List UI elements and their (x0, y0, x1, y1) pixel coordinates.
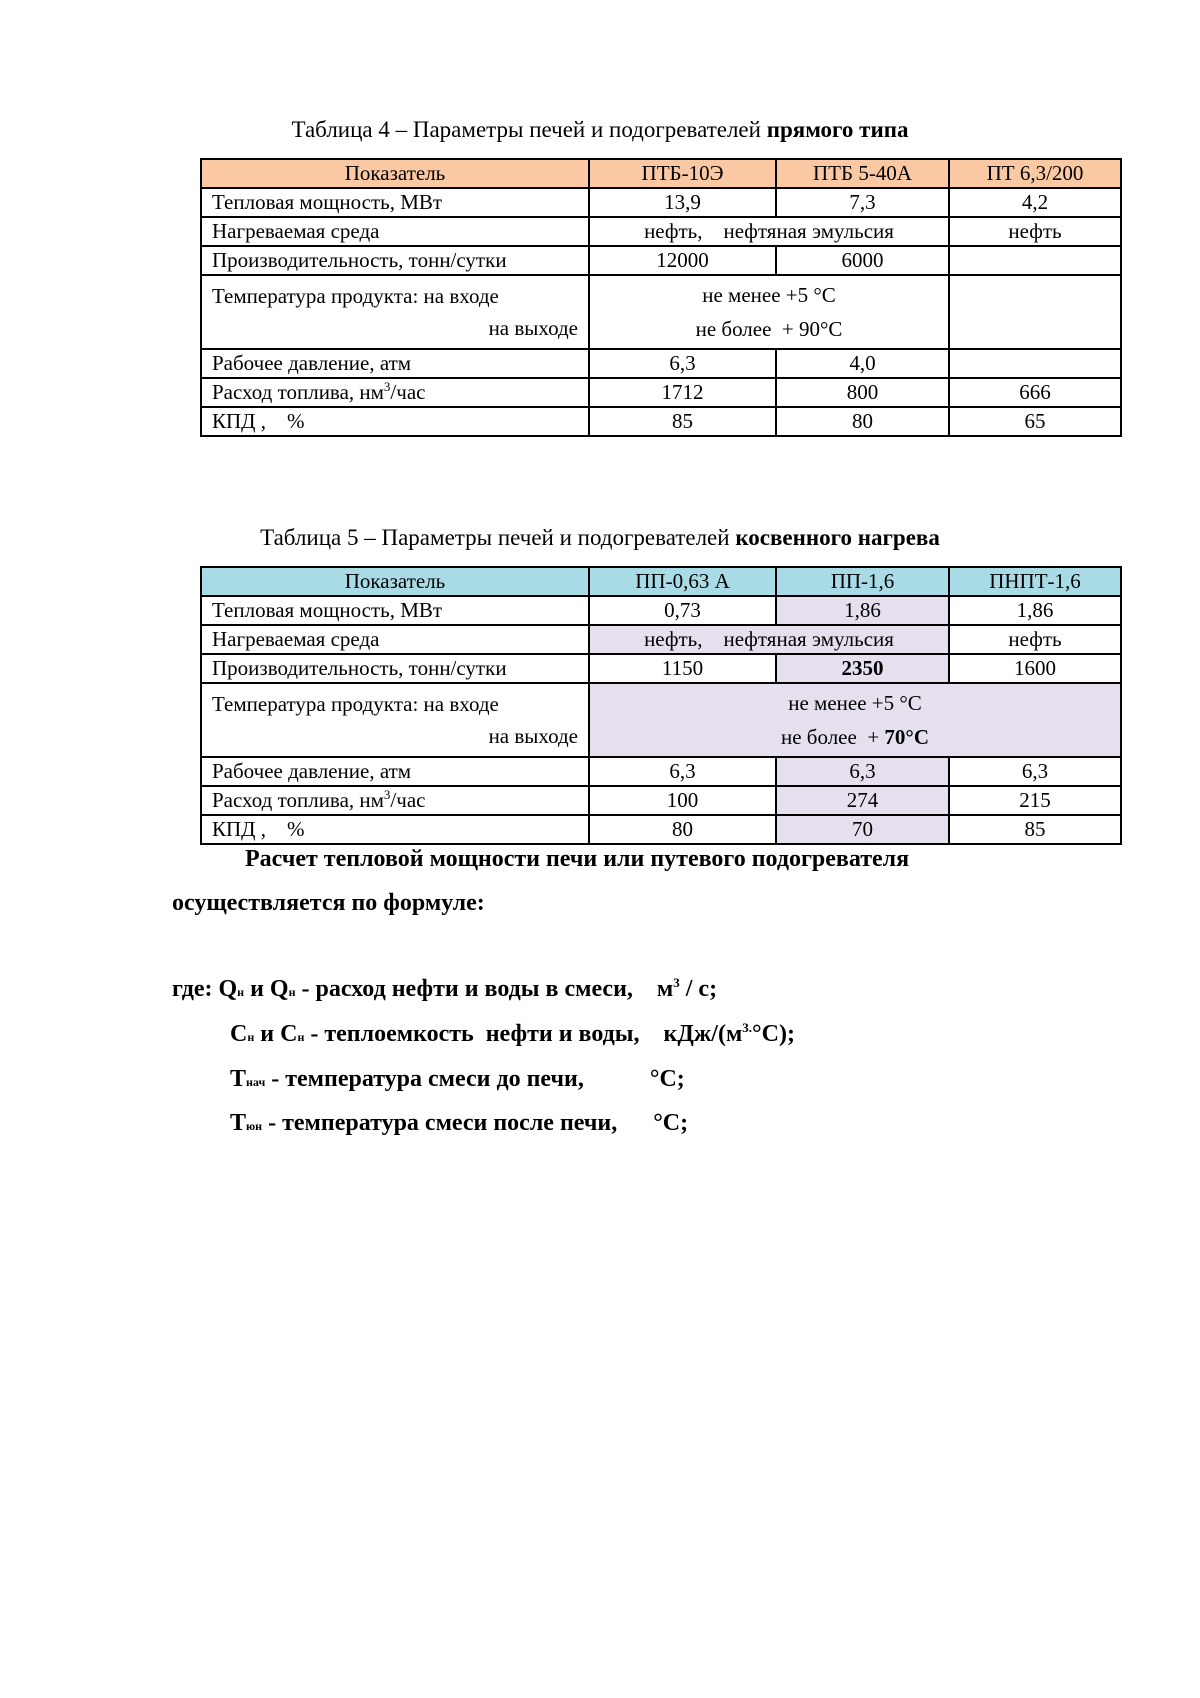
cell: 80 (776, 407, 949, 436)
legend-text: и Q (244, 976, 289, 1002)
legend-sub: н (237, 985, 245, 999)
legend-text: - теплоемкость нефти и воды, кДж/(м (304, 1021, 743, 1047)
cell: 2350 (776, 654, 949, 683)
row-label: Нагреваемая среда (201, 625, 589, 654)
table5 (200, 566, 1122, 845)
temp-label-out: на выходе (488, 724, 578, 748)
legend-sup: 3. (742, 1020, 753, 1035)
cell (589, 275, 949, 349)
paragraph-line-1: Расчет тепловой мощности печи или путевого подогревателя (245, 846, 910, 872)
row-label: Тепловая мощность, МВт (201, 188, 589, 217)
cell: 1,86 (776, 596, 949, 625)
legend-sup: 3 (673, 975, 680, 990)
legend-text: С (230, 1021, 248, 1047)
legend-sub: нач (246, 1075, 266, 1089)
row-label (201, 786, 589, 815)
cell: 800 (776, 378, 949, 407)
cell: 6,3 (589, 349, 776, 378)
cell: нефть, нефтяная эмульсия (589, 217, 949, 246)
table-row (201, 275, 1121, 349)
cell: 6,3 (949, 757, 1121, 786)
cell: 274 (776, 786, 949, 815)
cell: нефть, нефтяная эмульсия (589, 625, 949, 654)
legend-text: - температура смеси до печи, °С; (265, 1066, 685, 1092)
temp-out-bold: 70°С (884, 725, 929, 749)
cell: нефть (949, 625, 1121, 654)
table-row (201, 188, 1121, 217)
row-label (201, 683, 589, 757)
table-row (201, 757, 1121, 786)
cell: 1150 (589, 654, 776, 683)
cell: 4,2 (949, 188, 1121, 217)
temp-label-in: Температура продукта: на входе (212, 284, 499, 308)
table-row (201, 683, 1121, 757)
table4-caption (0, 117, 1200, 143)
header-cell: ПП-0,63 А (589, 567, 776, 596)
row-label: Тепловая мощность, МВт (201, 596, 589, 625)
legend-sub: юн (246, 1119, 263, 1133)
fuel-label-sup: 3 (383, 787, 391, 802)
header-cell: Показатель (201, 159, 589, 188)
table-row (201, 654, 1121, 683)
legend-text: - расход нефти и воды в смеси, м (295, 976, 674, 1002)
row-label: КПД , % (201, 407, 589, 436)
cell: 80 (589, 815, 776, 844)
fuel-label: Расход топлива, нм (212, 380, 384, 404)
table4-header-row (201, 159, 1121, 188)
cell: 85 (949, 815, 1121, 844)
cell: 215 (949, 786, 1121, 815)
cell: 1600 (949, 654, 1121, 683)
table-row (201, 786, 1121, 815)
table5-caption (0, 525, 1200, 551)
table5-header-row (201, 567, 1121, 596)
temp-in-value: не менее +5 °С (788, 691, 922, 715)
legend-text: Т (230, 1110, 247, 1136)
header-cell: ПТБ 5-40А (776, 159, 949, 188)
table5-caption-text: Таблица 5 – Параметры печей и подогревателей (260, 525, 736, 550)
cell: 666 (949, 378, 1121, 407)
fuel-label-unit: /час (390, 788, 426, 812)
cell: 6,3 (776, 757, 949, 786)
paragraph-line-2: осуществляется по формуле: (172, 890, 485, 916)
header-cell: ПТБ-10Э (589, 159, 776, 188)
header-cell: Показатель (201, 567, 589, 596)
temp-label-out: на выходе (488, 316, 578, 340)
fuel-label-sup: 3 (383, 379, 391, 394)
legend-line-2 (230, 1021, 795, 1048)
header-cell: ПТ 6,3/200 (949, 159, 1121, 188)
cell: 1,86 (949, 596, 1121, 625)
legend-text: - температура смеси после печи, °С; (262, 1110, 689, 1136)
temp-in-value: не менее +5 °С (702, 283, 836, 307)
cell: 13,9 (589, 188, 776, 217)
table5-caption-bold: косвенного нагрева (735, 525, 940, 550)
table4 (200, 158, 1122, 437)
row-label (201, 275, 589, 349)
legend-sub: н (297, 1030, 305, 1044)
cell (949, 275, 1121, 349)
table-row (201, 378, 1121, 407)
legend-text: °С); (752, 1021, 795, 1047)
legend-text: / с; (679, 976, 718, 1002)
cell: 4,0 (776, 349, 949, 378)
cell: нефть (949, 217, 1121, 246)
row-label: Рабочее давление, атм (201, 757, 589, 786)
legend-sub: н (247, 1030, 255, 1044)
cell: 0,73 (589, 596, 776, 625)
legend-line-1 (172, 976, 717, 1003)
table-row (201, 217, 1121, 246)
table4-caption-bold: прямого типа (766, 117, 909, 142)
table-row (201, 407, 1121, 436)
cell: 85 (589, 407, 776, 436)
cell (949, 246, 1121, 275)
legend-sub: н (288, 985, 296, 999)
row-label: КПД , % (201, 815, 589, 844)
cell: 70 (776, 815, 949, 844)
temp-label-in: Температура продукта: на входе (212, 692, 499, 716)
cell: 12000 (589, 246, 776, 275)
table-row (201, 815, 1121, 844)
header-cell: ПНПТ-1,6 (949, 567, 1121, 596)
cell (589, 683, 1121, 757)
temp-out-value (600, 722, 1110, 756)
row-label: Рабочее давление, атм (201, 349, 589, 378)
legend-text: Т (230, 1066, 247, 1092)
cell: 65 (949, 407, 1121, 436)
table4-caption-text: Таблица 4 – Параметры печей и подогревателей (291, 117, 767, 142)
row-label (201, 378, 589, 407)
row-label: Производительность, тонн/сутки (201, 654, 589, 683)
table-row (201, 246, 1121, 275)
cell: 100 (589, 786, 776, 815)
legend-line-4 (230, 1110, 688, 1137)
table-row (201, 625, 1121, 654)
fuel-label: Расход топлива, нм (212, 788, 384, 812)
table-row (201, 349, 1121, 378)
row-label: Нагреваемая среда (201, 217, 589, 246)
row-label: Производительность, тонн/сутки (201, 246, 589, 275)
legend-line-3 (230, 1066, 685, 1093)
cell: 1712 (589, 378, 776, 407)
legend-text: где: Q (172, 976, 238, 1002)
temp-out-text: не более + (780, 725, 885, 749)
fuel-label-unit: /час (390, 380, 426, 404)
cell: 6,3 (589, 757, 776, 786)
temp-out-value: не более + 90°С (695, 317, 843, 341)
legend-text: и С (254, 1021, 298, 1047)
cell: 6000 (776, 246, 949, 275)
cell: 7,3 (776, 188, 949, 217)
header-cell: ПП-1,6 (776, 567, 949, 596)
table-row (201, 596, 1121, 625)
cell (949, 349, 1121, 378)
